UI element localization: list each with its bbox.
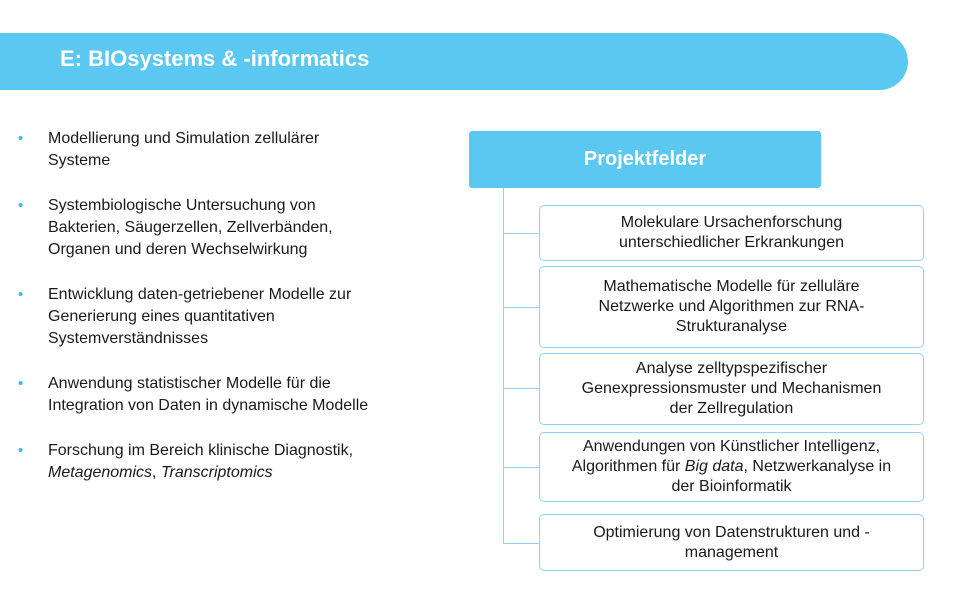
bullet-text-italic: Transcriptomics bbox=[160, 464, 273, 481]
box-text-line: Netzwerke und Algorithmen zur RNA- bbox=[598, 298, 865, 315]
bullet-item bbox=[18, 440, 438, 484]
bullet-item bbox=[18, 195, 438, 261]
box-text-line: Molekulare Ursachenforschung bbox=[620, 214, 843, 231]
bullet-text-line: Entwicklung daten-getriebener Modelle zur bbox=[48, 286, 352, 303]
bullet-item bbox=[18, 373, 438, 417]
box-text-line: unterschiedlicher Erkrankungen bbox=[618, 234, 844, 251]
bullet-item bbox=[18, 284, 438, 350]
tree-connector-horizontal bbox=[503, 467, 539, 468]
bullet-item bbox=[18, 128, 438, 172]
tree-connector-horizontal bbox=[503, 233, 539, 234]
bullet-dot-icon: • bbox=[18, 286, 24, 303]
projekt-box bbox=[539, 432, 924, 502]
bullet-text-line: Organen und deren Wechselwirkung bbox=[48, 241, 308, 258]
bullet-dot-icon: • bbox=[18, 442, 24, 459]
box-text-line: , Netzwerkanalyse in bbox=[743, 458, 892, 475]
bullet-text-line: Generierung eines quantitativen bbox=[48, 308, 275, 325]
bullet-text-sep: , bbox=[152, 464, 161, 481]
box-text-line: Anwendungen von Künstlicher Intelligenz, bbox=[582, 438, 881, 455]
projekt-box bbox=[539, 205, 924, 261]
bullet-text-line: Modellierung und Simulation zellulärer bbox=[48, 130, 320, 147]
bullet-text-line: Forschung im Bereich klinische Diagnostik, bbox=[48, 442, 354, 459]
bullet-text-line: Systemverständnisses bbox=[48, 330, 209, 347]
bullet-dot-icon: • bbox=[18, 197, 24, 214]
bullet-dot-icon: • bbox=[18, 375, 24, 392]
bullet-text-line: Systeme bbox=[48, 152, 111, 169]
box-text-italic: Big data bbox=[684, 458, 744, 475]
tree-connector-horizontal bbox=[503, 307, 539, 308]
bullet-dot-icon: • bbox=[18, 130, 24, 147]
box-text-line: der Zellregulation bbox=[669, 400, 794, 417]
bullet-text-line: Anwendung statistischer Modelle für die bbox=[48, 375, 331, 392]
tree-connector-vertical bbox=[503, 188, 504, 544]
box-text-line: management bbox=[684, 543, 779, 561]
box-text-line: Mathematische Modelle für zelluläre bbox=[603, 278, 860, 295]
tree-connector-horizontal bbox=[503, 543, 539, 544]
box-text-line: Analyse zelltypspezifischer bbox=[635, 360, 828, 377]
projekt-box bbox=[539, 514, 924, 571]
box-text-line: der Bioinformatik bbox=[671, 478, 792, 495]
bullet-text-line: Systembiologische Untersuchung von bbox=[48, 197, 316, 214]
box-text-line: Algorithmen für bbox=[571, 458, 685, 475]
projekt-box bbox=[539, 353, 924, 425]
bullet-text-line: Integration von Daten in dynamische Modelle bbox=[48, 397, 369, 414]
box-text-line: Strukturanalyse bbox=[675, 318, 788, 335]
box-text-line: Genexpressionsmuster und Mechanismen bbox=[581, 380, 882, 397]
bullet-text-italic: Metagenomics bbox=[48, 464, 153, 481]
bullet-list bbox=[18, 128, 438, 507]
page-title: E: BIOsystems & -informatics bbox=[60, 46, 370, 71]
projektfelder-header: Projektfelder bbox=[469, 131, 821, 188]
projekt-box bbox=[539, 266, 924, 348]
box-text-line: Optimierung von Datenstrukturen und - bbox=[593, 523, 870, 541]
tree-connector-horizontal bbox=[503, 388, 539, 389]
bullet-text-line: Bakterien, Säugerzellen, Zellverbänden, bbox=[48, 219, 333, 236]
